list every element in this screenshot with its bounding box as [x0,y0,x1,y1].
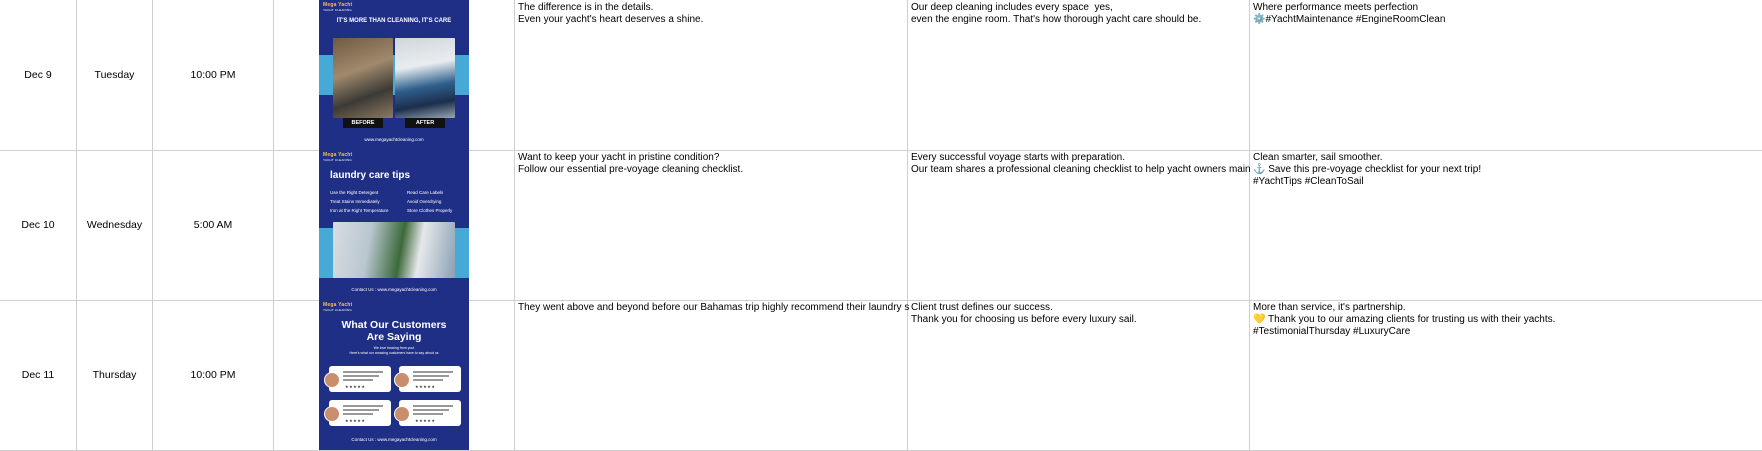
caption-cell[interactable] [1250,0,1762,150]
after-label: AFTER [405,118,445,128]
tips-right-list [407,188,452,215]
description-cell[interactable] [908,300,1250,450]
day-text: Thursday [92,369,137,381]
creative-footer: Contact Us : www.megayachtcleaning.com [351,287,437,292]
description-text: Our deep cleaning includes every space yes, even the engine room. That's how thorough yacht care should be. [911,2,1202,25]
avatar [324,372,340,388]
time-cell[interactable] [153,300,274,450]
description-text: Client trust defines our success. Thank you for choosing us before every luxury sail. [911,302,1137,325]
star-rating: ★★★★★ [415,384,436,389]
brand-logo: Mega Yacht YACHT CLEANING [323,152,353,162]
time-cell[interactable] [153,150,274,300]
date-text: Dec 10 [21,219,55,231]
creative-title: IT'S MORE THAN CLEANING, IT'S CARE [336,18,452,24]
caption-cell[interactable] [1250,300,1762,450]
cleaning-staff-photo [333,222,455,278]
caption-text: Clean smarter, sail smoother. ⚓ Save this pre-voyage checklist for your next trip! #YachtTips #CleanToSail [1253,152,1482,187]
description-cell[interactable] [908,0,1250,150]
description-text: Every successful voyage starts with preparation. Our team shares a professional cleaning checklist to help yacht owners main [911,152,1251,175]
description-cell[interactable] [908,150,1250,300]
time-text: 10:00 PM [190,69,236,81]
table-row [0,150,1762,301]
tip-item: Use the Right Detergent [330,190,379,195]
testimonial-card [329,366,391,392]
creative-cell[interactable] [274,150,515,300]
table-row [0,300,1762,451]
creative-footer: Contact Us : www.megayachtcleaning.com [351,437,437,442]
caption-cell[interactable] [1250,150,1762,300]
creative-subtitle: We love hearing from you! Here's what our amazing customers have to say about us [349,346,439,355]
testimonial-card [399,366,461,392]
laundry-tips-creative [319,150,469,300]
date-cell[interactable] [0,300,77,450]
testimonial-card [329,400,391,426]
post-copy-text: The difference is in the details. Even your yacht's heart deserves a shine. [518,2,704,25]
time-cell[interactable] [153,0,274,150]
day-cell[interactable] [77,0,153,150]
tips-left-list [330,188,388,215]
caption-text: Where performance meets perfection ⚙️#YachtMaintenance #EngineRoomClean [1253,2,1446,25]
caption-text: More than service, it's partnership. 💛 Thank you to our amazing clients for trusting us with their yachts. #TestimonialThursday #LuxuryCare [1253,302,1556,337]
tip-item: Iron at the Right Temperature [330,208,389,213]
avatar [394,406,410,422]
time-text: 10:00 PM [190,369,236,381]
testimonial-card [399,400,461,426]
post-copy-cell[interactable] [515,150,908,300]
testimonial-creative [319,300,469,450]
post-copy-text: They went above and beyond before our Bahamas trip highly recommend their laundry s [518,302,910,313]
date-text: Dec 9 [24,69,52,81]
date-cell[interactable] [0,150,77,300]
day-text: Wednesday [86,219,143,231]
avatar [394,372,410,388]
table-row [0,0,1762,151]
post-copy-text: Want to keep your yacht in pristine condition? Follow our essential pre-voyage cleaning checklist. [518,152,744,175]
day-text: Tuesday [94,69,135,81]
star-rating: ★★★★★ [345,418,366,423]
tip-item: Store Clothes Properly [407,208,453,213]
tip-item: Avoid Overdrying [407,199,442,204]
day-cell[interactable] [77,300,153,450]
creative-title: What Our Customers Are Saying [341,319,447,343]
creative-footer: www.megayachtcleaning.com [364,137,424,142]
date-cell[interactable] [0,0,77,150]
star-rating: ★★★★★ [345,384,366,389]
avatar [324,406,340,422]
post-copy-cell[interactable] [515,300,908,450]
creative-title: laundry care tips [330,170,411,181]
day-cell[interactable] [77,150,153,300]
after-photo [395,38,455,118]
before-label: BEFORE [343,118,383,128]
brand-logo: Mega Yacht YACHT CLEANING [323,302,353,312]
date-text: Dec 11 [21,369,55,381]
before-photo [333,38,393,118]
tip-item: Treat Stains Immediately [330,199,380,204]
star-rating: ★★★★★ [415,418,436,423]
brand-logo: Mega Yacht YACHT CLEANING [323,2,353,12]
before-after-creative [319,0,469,150]
creative-cell[interactable] [274,0,515,150]
post-copy-cell[interactable] [515,0,908,150]
time-text: 5:00 AM [193,219,233,231]
tip-item: Read Care Labels [407,190,444,195]
creative-cell[interactable] [274,300,515,450]
